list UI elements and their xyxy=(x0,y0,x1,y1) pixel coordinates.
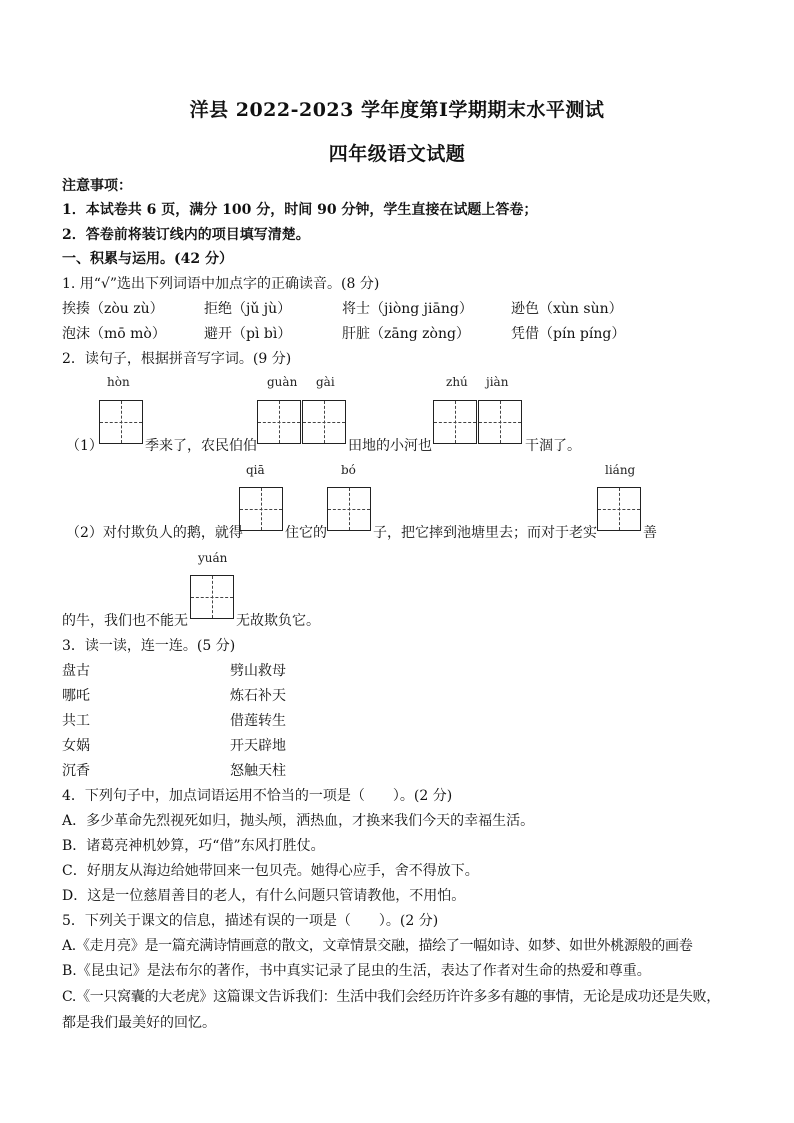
pinyin: jiàn xyxy=(486,375,509,389)
q1-item: 凭借（pín píng） xyxy=(511,326,626,342)
question-4-stem: 4．下列句子中，加点词语运用不恰当的一项是（ ）。(2 分) xyxy=(62,788,453,804)
q1-item: 肝脏（zāng zòng） xyxy=(342,326,470,342)
q1-item: 拒绝（jǔ jù） xyxy=(204,301,292,317)
pinyin: gài xyxy=(316,375,335,389)
q4-option: C．好朋友从海边给她带回来一包贝壳。她得心应手，舍不得放下。 xyxy=(62,863,479,879)
question-3-stem: 3．读一读，连一连。(5 分) xyxy=(62,638,236,654)
page-title: 洋县 2022-2023 学年度第Ⅰ学期期末水平测试 xyxy=(189,99,605,121)
sentence-text: 子，把它摔到池塘里去；而对于老实 xyxy=(373,525,597,541)
match-right-item[interactable]: 借莲转生 xyxy=(230,713,286,729)
q1-item: 逊色（xùn sùn） xyxy=(511,301,623,317)
sentence-text: 的牛，我们也不能无 xyxy=(62,613,188,629)
page-subtitle: 四年级语文试题 xyxy=(328,143,466,165)
match-left-item[interactable]: 共工 xyxy=(62,713,90,729)
answer-box[interactable] xyxy=(478,400,522,444)
answer-box[interactable] xyxy=(302,400,346,444)
pinyin: guàn xyxy=(267,375,298,389)
q1-item: 泡沫（mō mò） xyxy=(62,326,166,342)
notice-item: 1．本试卷共 6 页，满分 100 分，时间 90 分钟，学生直接在试题上答卷； xyxy=(62,202,538,218)
q5-option: 都是我们最美好的回忆。 xyxy=(62,1015,216,1031)
pinyin: liáng xyxy=(605,463,636,477)
q5-option: A.《走月亮》是一篇充满诗情画意的散文，文章情景交融，描绘了一幅如诗、如梦、如世外桃源般的画卷 xyxy=(62,938,693,954)
question-5-stem: 5．下列关于课文的信息，描述有误的一项是（ ）。(2 分) xyxy=(62,913,439,929)
match-left-item[interactable]: 哪吒 xyxy=(62,688,90,704)
sentence-text: 无故欺负它。 xyxy=(236,613,320,629)
sentence-text: （2）对付欺负人的鹅，就得 xyxy=(66,525,243,541)
answer-box[interactable] xyxy=(433,400,477,444)
pinyin: bó xyxy=(341,463,356,477)
section-heading: 一、积累与运用。(42 分） xyxy=(62,251,233,267)
q1-item: 避开（pì bì） xyxy=(204,326,292,342)
pinyin: yuán xyxy=(198,551,228,565)
answer-box[interactable] xyxy=(257,400,301,444)
q4-option: B．诸葛亮神机妙算，巧“借”东风打胜仗。 xyxy=(62,838,325,854)
match-left-item[interactable]: 盘古 xyxy=(62,663,90,679)
pinyin: zhú xyxy=(446,375,468,389)
pinyin: qiā xyxy=(246,463,265,477)
sentence-text: 善 xyxy=(643,525,657,541)
sentence-number: （1） xyxy=(66,438,103,454)
q4-option: A．多少革命先烈视死如归，抛头颅，洒热血，才换来我们今天的幸福生活。 xyxy=(62,813,535,829)
answer-box[interactable] xyxy=(239,487,283,531)
match-left-item[interactable]: 沉香 xyxy=(62,763,90,779)
notice-heading: 注意事项： xyxy=(62,178,132,194)
q5-option: B.《昆虫记》是法布尔的著作，书中真实记录了昆虫的生活，表达了作者对生命的热爱和尊重。 xyxy=(62,963,651,979)
q1-item: 将士（jiòng jiāng） xyxy=(342,301,473,317)
notice-item: 2．答卷前将装订线内的项目填写清楚。 xyxy=(62,227,310,243)
sentence-text: 干涸了。 xyxy=(525,438,581,454)
question-2-stem: 2．读句子，根据拼音写字词。(9 分) xyxy=(62,351,292,367)
match-right-item[interactable]: 劈山救母 xyxy=(230,663,286,679)
match-right-item[interactable]: 开天辟地 xyxy=(230,738,286,754)
sentence-text: 住它的 xyxy=(285,525,327,541)
q1-item: 挨揍（zòu zù） xyxy=(62,301,164,317)
answer-box[interactable] xyxy=(190,575,234,619)
sentence-text: 田地的小河也 xyxy=(348,438,432,454)
sentence-text: 季来了，农民伯伯 xyxy=(145,438,257,454)
answer-box[interactable] xyxy=(99,400,143,444)
pinyin: hòn xyxy=(107,375,130,389)
question-1-stem: 1. 用“√”选出下列词语中加点字的正确读音。(8 分) xyxy=(62,276,380,292)
q4-option: D．这是一位慈眉善目的老人，有什么问题只管请教他，不用怕。 xyxy=(62,888,466,904)
match-right-item[interactable]: 炼石补天 xyxy=(230,688,286,704)
match-left-item[interactable]: 女娲 xyxy=(62,738,90,754)
answer-box[interactable] xyxy=(327,487,371,531)
match-right-item[interactable]: 怒触天柱 xyxy=(230,763,286,779)
q5-option: C.《一只窝囊的大老虎》这篇课文告诉我们：生活中我们会经历许许多多有趣的事情，无论是成功还是失败， xyxy=(62,989,720,1005)
answer-box[interactable] xyxy=(597,487,641,531)
